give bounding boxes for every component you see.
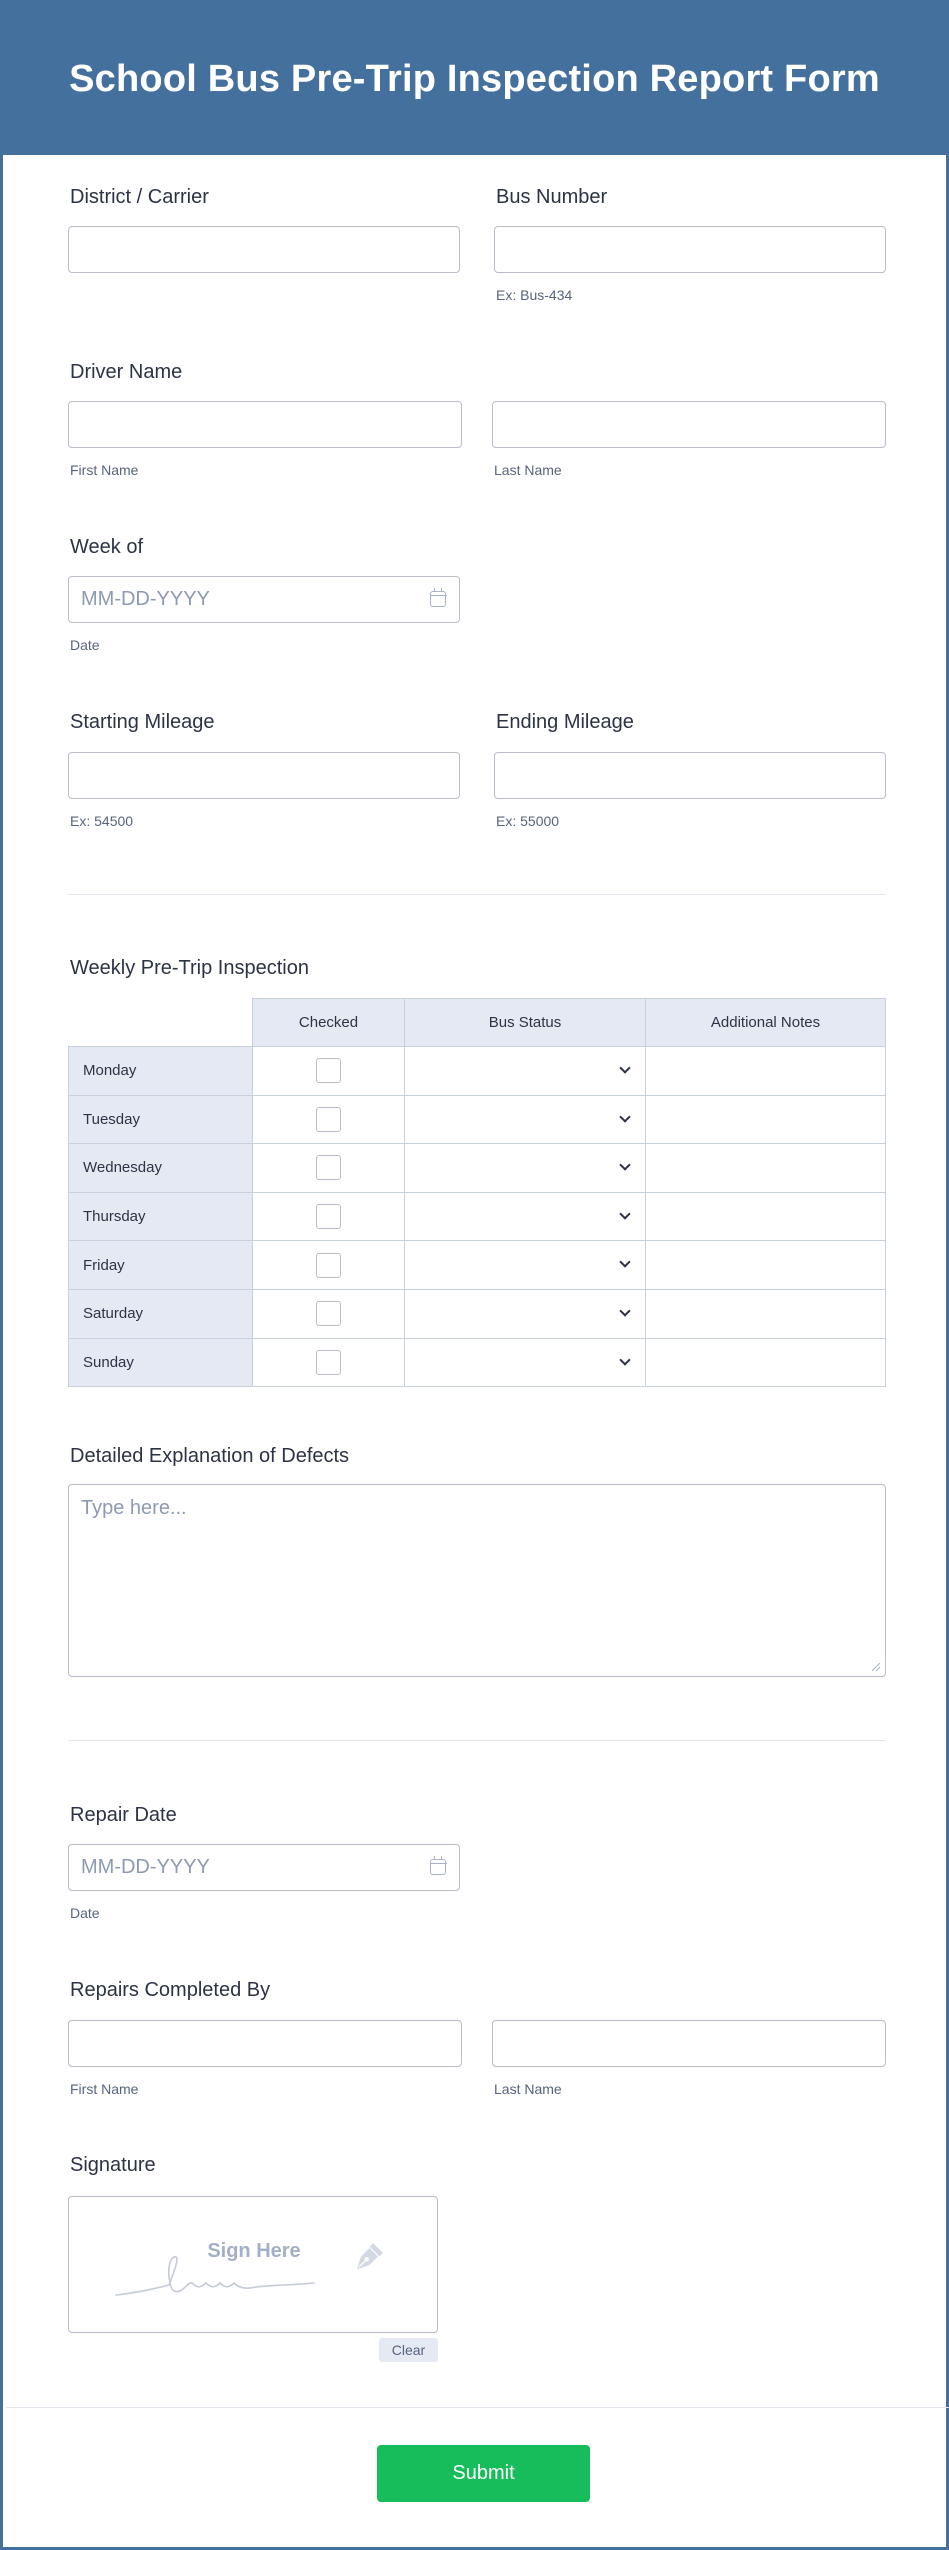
checked-checkbox-wednesday[interactable] bbox=[316, 1155, 341, 1180]
checked-checkbox-saturday[interactable] bbox=[316, 1301, 341, 1326]
district-label: District / Carrier bbox=[70, 186, 209, 208]
bus-status-select-tuesday[interactable] bbox=[405, 1095, 646, 1144]
matrix-checked-cell bbox=[253, 1095, 405, 1144]
matrix-row bbox=[69, 1192, 886, 1241]
pen-nib-icon bbox=[345, 2239, 387, 2281]
bus-status-select-thursday[interactable] bbox=[405, 1192, 646, 1241]
matrix-row-label-wednesday: Wednesday bbox=[69, 1144, 253, 1193]
district-input[interactable] bbox=[68, 226, 460, 273]
matrix-row-label-friday: Friday bbox=[69, 1241, 253, 1290]
chevron-down-icon[interactable] bbox=[619, 1160, 630, 1171]
week-of-sublabel: Date bbox=[70, 637, 100, 653]
driver-first-name-sublabel: First Name bbox=[70, 462, 139, 478]
chevron-down-icon[interactable] bbox=[619, 1354, 630, 1365]
form-title: School Bus Pre-Trip Inspection Report Form bbox=[69, 57, 880, 100]
bus-status-select-monday[interactable] bbox=[405, 1047, 646, 1096]
matrix-row bbox=[69, 1047, 886, 1096]
week-of-label: Week of bbox=[70, 536, 143, 558]
matrix-row-label-monday: Monday bbox=[69, 1047, 253, 1096]
chevron-down-icon[interactable] bbox=[619, 1062, 630, 1073]
checked-checkbox-friday[interactable] bbox=[316, 1253, 341, 1278]
driver-last-name-sublabel: Last Name bbox=[494, 462, 562, 478]
matrix-row bbox=[69, 1289, 886, 1338]
repair-date-label: Repair Date bbox=[70, 1804, 177, 1826]
calendar-icon[interactable] bbox=[430, 1859, 446, 1875]
clear-signature-button[interactable]: Clear bbox=[379, 2338, 438, 2362]
starting-mileage-label: Starting Mileage bbox=[70, 711, 215, 733]
ending-mileage-input[interactable] bbox=[494, 752, 886, 799]
sign-here-text: Sign Here bbox=[207, 2240, 301, 2262]
additional-notes-input-monday[interactable] bbox=[646, 1047, 886, 1096]
section-divider bbox=[68, 1740, 886, 1741]
matrix-row bbox=[69, 1338, 886, 1387]
repairs-first-name-sublabel: First Name bbox=[70, 2081, 139, 2097]
checked-checkbox-monday[interactable] bbox=[316, 1058, 341, 1083]
bus-number-input[interactable] bbox=[494, 226, 886, 273]
matrix-header-checked: Checked bbox=[253, 999, 405, 1047]
matrix-header-notes: Additional Notes bbox=[646, 999, 886, 1047]
matrix-checked-cell bbox=[253, 1241, 405, 1290]
matrix-corner bbox=[69, 999, 253, 1047]
repairs-last-name-input[interactable] bbox=[492, 2020, 886, 2067]
calendar-icon[interactable] bbox=[430, 591, 446, 607]
week-of-date-field bbox=[68, 576, 460, 623]
matrix-row bbox=[69, 1241, 886, 1290]
matrix-row-label-tuesday: Tuesday bbox=[69, 1095, 253, 1144]
bus-status-select-saturday[interactable] bbox=[405, 1289, 646, 1338]
additional-notes-input-tuesday[interactable] bbox=[646, 1095, 886, 1144]
repair-date-sublabel: Date bbox=[70, 1905, 100, 1921]
repair-date-field bbox=[68, 1844, 460, 1891]
bus-status-select-wednesday[interactable] bbox=[405, 1144, 646, 1193]
checked-checkbox-tuesday[interactable] bbox=[316, 1107, 341, 1132]
inspection-label: Weekly Pre-Trip Inspection bbox=[70, 957, 309, 979]
bus-number-label: Bus Number bbox=[496, 186, 608, 208]
driver-first-name-input[interactable] bbox=[68, 401, 462, 448]
matrix-header-bus-status: Bus Status bbox=[405, 999, 646, 1047]
repairs-first-name-input[interactable] bbox=[68, 2020, 462, 2067]
matrix-row bbox=[69, 1095, 886, 1144]
chevron-down-icon[interactable] bbox=[619, 1208, 630, 1219]
bus-status-select-friday[interactable] bbox=[405, 1241, 646, 1290]
checked-checkbox-sunday[interactable] bbox=[316, 1350, 341, 1375]
chevron-down-icon[interactable] bbox=[619, 1111, 630, 1122]
chevron-down-icon[interactable] bbox=[619, 1257, 630, 1268]
bus-number-hint: Ex: Bus-434 bbox=[496, 287, 573, 303]
matrix-row-label-saturday: Saturday bbox=[69, 1289, 253, 1338]
ending-mileage-label: Ending Mileage bbox=[496, 711, 634, 733]
defects-textarea[interactable] bbox=[68, 1484, 886, 1677]
inspection-matrix bbox=[68, 998, 886, 1387]
checked-checkbox-thursday[interactable] bbox=[316, 1204, 341, 1229]
signature-pad[interactable] bbox=[68, 2196, 438, 2333]
repairs-by-label: Repairs Completed By bbox=[70, 1979, 271, 2001]
resize-grip-icon[interactable] bbox=[871, 1662, 881, 1672]
matrix-checked-cell bbox=[253, 1047, 405, 1096]
matrix-checked-cell bbox=[253, 1289, 405, 1338]
week-of-input[interactable] bbox=[68, 576, 460, 623]
matrix-row-label-sunday: Sunday bbox=[69, 1338, 253, 1387]
starting-mileage-input[interactable] bbox=[68, 752, 460, 799]
additional-notes-input-thursday[interactable] bbox=[646, 1192, 886, 1241]
additional-notes-input-saturday[interactable] bbox=[646, 1289, 886, 1338]
defects-label: Detailed Explanation of Defects bbox=[70, 1445, 350, 1467]
signature-label: Signature bbox=[70, 2154, 156, 2176]
submit-button[interactable]: Submit bbox=[377, 2445, 590, 2502]
additional-notes-input-sunday[interactable] bbox=[646, 1338, 886, 1387]
starting-mileage-hint: Ex: 54500 bbox=[70, 813, 134, 829]
matrix-checked-cell bbox=[253, 1144, 405, 1193]
matrix-checked-cell bbox=[253, 1192, 405, 1241]
matrix-row-label-thursday: Thursday bbox=[69, 1192, 253, 1241]
additional-notes-input-wednesday[interactable] bbox=[646, 1144, 886, 1193]
repairs-last-name-sublabel: Last Name bbox=[494, 2081, 562, 2097]
form-header bbox=[3, 3, 946, 155]
bus-status-select-sunday[interactable] bbox=[405, 1338, 646, 1387]
additional-notes-input-friday[interactable] bbox=[646, 1241, 886, 1290]
driver-last-name-input[interactable] bbox=[492, 401, 886, 448]
driver-name-label: Driver Name bbox=[70, 361, 183, 383]
matrix-checked-cell bbox=[253, 1338, 405, 1387]
signature-scribble-icon bbox=[114, 2247, 354, 2307]
ending-mileage-hint: Ex: 55000 bbox=[496, 813, 560, 829]
footer-divider bbox=[6, 2407, 949, 2408]
matrix-row bbox=[69, 1144, 886, 1193]
section-divider bbox=[68, 894, 886, 895]
repair-date-input[interactable] bbox=[68, 1844, 460, 1891]
chevron-down-icon[interactable] bbox=[619, 1305, 630, 1316]
